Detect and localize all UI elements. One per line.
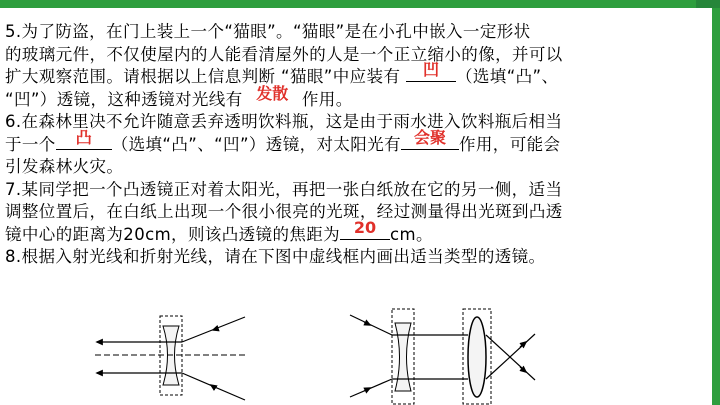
q6-answer-2: 会聚 (413, 127, 446, 147)
ray-3b-arrow (520, 342, 526, 347)
q8-line-1: 8.根据入射光线和折射光线，请在下图中虚线框内画出适当类型的透镜。 (5, 247, 546, 266)
ray-2a-in (350, 315, 392, 335)
q7-answer: 20 (353, 217, 377, 237)
q6-line-2-text: 于一个 (5, 134, 56, 154)
top-accent-bar (0, 0, 720, 8)
ray-2b-in (350, 379, 392, 397)
ray-3a-arrow (520, 367, 526, 372)
q5-answer-blank-1 (406, 60, 456, 82)
diagram-concave-parallel (95, 316, 245, 400)
ray-2b-arrow (364, 388, 370, 391)
q5-answer-1: 凹 (422, 60, 439, 79)
lens-diagrams (0, 305, 560, 405)
concave-lens-2 (395, 323, 411, 391)
q7-line-3-text: 镜中心的距离为20cm，则该凸透镜的焦距为 (5, 224, 341, 244)
q6-line-2-tail: 作用，可能会 (459, 134, 561, 154)
top-accent-corner (696, 0, 720, 8)
q7-line-3-tail: cm。 (390, 224, 433, 244)
q5-answer-2: 发散 (256, 83, 289, 103)
q6-answer-1: 凸 (75, 127, 92, 147)
q5-line-2: 的玻璃元件，不仅使屋内的人能看清屋外的人是一个正立缩小的像，并可以 (5, 44, 563, 64)
q7-answer-blank (340, 217, 390, 240)
diagram-concave-converging (350, 309, 440, 404)
ray-3b-out (486, 334, 535, 379)
q5-line-1: 5.为了防盗，在门上装上一个“猫眼”。“猫眼”是在小孔中嵌入一定形状 (5, 22, 531, 41)
q7-line-2: 调整位置后，在白纸上出现一个很小很亮的光斑，经过测量得出光斑到凸透 (5, 202, 563, 221)
q5-line-4-text: “凹”）透镜，这种透镜对光线有 (5, 89, 249, 109)
q7-line-1: 7.某同学把一个凸透镜正对着太阳光，再把一张白纸放在它的另一侧，适当 (5, 179, 563, 199)
q6-answer-blank-2 (401, 127, 459, 150)
convex-lens (468, 317, 486, 397)
ray-1b-arrow (211, 385, 214, 387)
right-accent-bar (712, 8, 720, 405)
q6-answer-blank-1 (56, 127, 112, 150)
q6-line-2 (5, 127, 561, 155)
q7-line-3 (5, 217, 433, 245)
diagram-convex (440, 309, 535, 404)
q6-line-2-mid: （选填“凸”、“凹”）透镜，对太阳光有 (111, 134, 401, 154)
q5-line-4 (5, 83, 353, 110)
q6-line-1: 6.在森林里决不允许随意丢弃透明饮料瓶，这是由于雨水进入饮料瓶后相当 (5, 112, 563, 131)
ray-3a-out (486, 335, 535, 380)
q6-line-3: 引发森林火灾。 (5, 157, 124, 176)
q5-line-3-text: 扩大观察范围。请根据以上信息判断 “猫眼”中应装有 (5, 67, 406, 86)
q5-line-3-tail: （选填“凸”、 (456, 67, 559, 86)
q5-line-4-tail: 作用。 (296, 89, 353, 109)
